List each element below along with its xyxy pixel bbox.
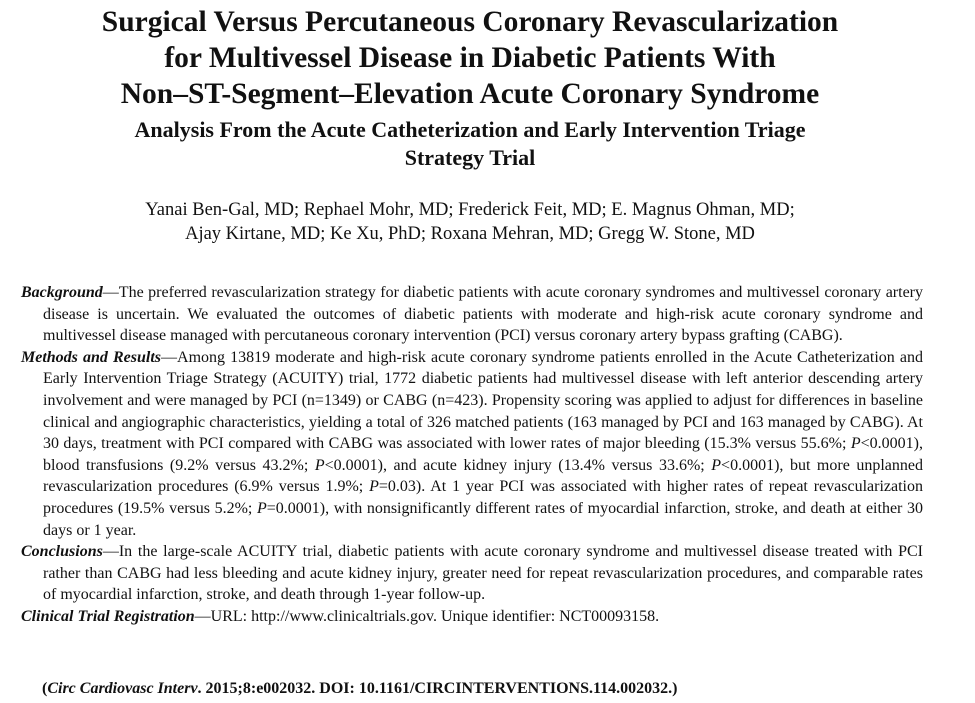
title-line: for Multivessel Disease in Diabetic Patients With — [164, 42, 776, 74]
section-heading: Background — [21, 284, 103, 301]
p-value-symbol: P — [257, 499, 267, 517]
section-text: —The preferred revascularization strategy for diabetic patients with acute coronary syndromes and multivessel coronary artery disease is uncertain. We evaluated the outcomes of diabetic patients with moderate and high-risk acute coronary syndrome and multivessel disease managed with percutaneous coronary intervention (PCI) versus coronary artery bypass grafting (CABG). — [43, 284, 923, 345]
abstract-background — [21, 282, 923, 347]
article-subtitle — [0, 116, 940, 172]
section-text: <0.0001), and acute kidney injury (13.4% versus 33.6%; — [324, 456, 712, 474]
citation-journal: Circ Cardiovasc Interv — [47, 680, 198, 697]
section-text: —URL: http://www.clinicaltrials.gov. Unique identifier: NCT00093158. — [194, 607, 660, 625]
citation-open: ( — [42, 680, 48, 697]
section-heading: Clinical Trial Registration — [21, 607, 195, 625]
abstract-trial-registration — [21, 606, 923, 628]
section-text: =0.0001), with nonsignificantly different rates of myocardial infarction, stroke, and death at either 30 days or 1 year. — [43, 499, 923, 539]
section-text: —Among 13819 moderate and high-risk acute coronary syndrome patients enrolled in the Acute Catheterization and Early Intervention Triage Strategy (ACUITY) trial, 1772 diabetic patients had multivessel disease with left anterior descending artery involvement and were managed by PCI (n=1349) or CABG (n=423). Propensity scoring was applied to adjust for differences in baseline clinical and angiographic characteristics, yielding a total of 326 matched patients (163 managed by PCI and 163 managed by CABG). At 30 days, treatment with PCI compared with CABG was associated with lower rates of major bleeding (15.3% versus 55.6%; — [43, 348, 923, 453]
subtitle-line: Analysis From the Acute Catheterization and Early Intervention Triage — [134, 117, 806, 142]
subtitle-line: Strategy Trial — [404, 145, 536, 170]
authors-line: Yanai Ben-Gal, MD; Rephael Mohr, MD; Frederick Feit, MD; E. Magnus Ohman, MD; — [145, 200, 795, 220]
abstract — [21, 282, 923, 628]
section-heading: Methods and Results — [21, 348, 162, 366]
abstract-methods-results — [21, 347, 923, 541]
citation-details: . 2015;8:e002032. DOI: 10.1161/CIRCINTERVENTIONS.114.002032.) — [197, 680, 678, 697]
p-value-symbol: P — [369, 478, 379, 496]
title-line: Non–ST-Segment–Elevation Acute Coronary Syndrome — [120, 78, 820, 110]
section-text: <0.0001), but more unplanned revascularization procedures (6.9% versus 1.9%; — [43, 456, 924, 496]
section-text: =0.03). At 1 year PCI was associated with higher rates of repeat revascularization procedures (19.5% versus 5.2%; — [43, 478, 924, 517]
citation — [42, 678, 942, 699]
title-line: Surgical Versus Percutaneous Coronary Revascularization — [101, 6, 839, 38]
p-value-symbol: P — [314, 456, 325, 474]
p-value-symbol: P — [711, 456, 722, 474]
p-value-symbol: P — [850, 435, 861, 453]
abstract-conclusions — [21, 541, 923, 606]
authors-line: Ajay Kirtane, MD; Ke Xu, PhD; Roxana Mehran, MD; Gregg W. Stone, MD — [185, 224, 755, 244]
article-title — [0, 4, 940, 112]
section-text: —In the large-scale ACUITY trial, diabetic patients with acute coronary syndrome and multivessel disease treated with PCI rather than CABG had less bleeding and acute kidney injury, greater need for repeat revascularization procedures, and comparable rates of myocardial infarction, stroke, and death through 1-year follow-up. — [43, 543, 923, 604]
author-list — [0, 198, 940, 246]
section-heading: Conclusions — [21, 543, 103, 561]
section-text: <0.0001), blood transfusions (9.2% versus 43.2%; — [43, 435, 923, 474]
